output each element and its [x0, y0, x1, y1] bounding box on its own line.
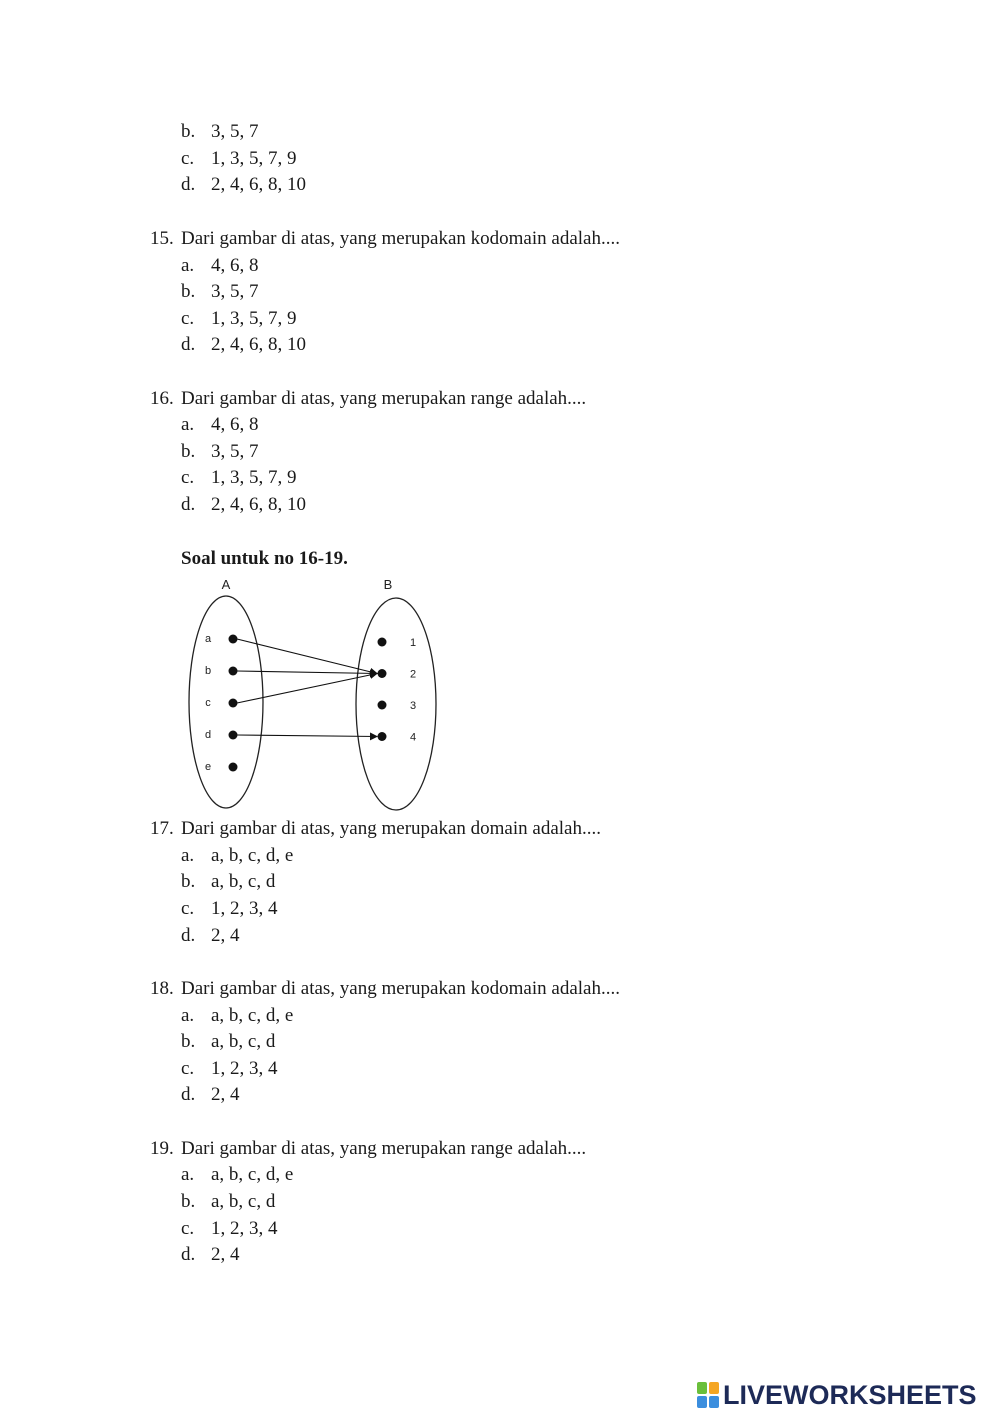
option-text: 1, 3, 5, 7, 9: [211, 308, 297, 329]
option-text: 3, 5, 7: [211, 281, 259, 302]
option-letter: c.: [181, 1058, 195, 1079]
question-text: Dari gambar di atas, yang merupakan domain adalah....: [181, 818, 601, 839]
option-letter: b.: [181, 441, 196, 462]
question-text: Dari gambar di atas, yang merupakan range adalah....: [181, 388, 587, 409]
set-b-element-dot: [378, 669, 387, 678]
option-letter: c.: [181, 898, 195, 919]
option-text: 1, 2, 3, 4: [211, 1058, 278, 1079]
option-letter: c.: [181, 308, 195, 329]
set-b-label: B: [383, 577, 393, 592]
set-a-element-dot: [229, 667, 238, 676]
set-b-elements: [378, 637, 417, 744]
option-text: a, b, c, d: [211, 871, 276, 892]
set-a-ellipse: [189, 596, 263, 808]
question-number: 17.: [150, 818, 174, 839]
option-letter: b.: [181, 871, 196, 892]
mapping-arrow-b-to-2: [237, 671, 377, 674]
option-text: a, b, c, d: [211, 1031, 276, 1052]
option-text: 3, 5, 7: [211, 121, 259, 142]
option-letter: d.: [181, 334, 196, 355]
option-text: 2, 4: [211, 1244, 240, 1265]
set-a-elements: [205, 633, 238, 773]
option-text: 4, 6, 8: [211, 414, 259, 435]
set-b-element-label: 2: [409, 668, 417, 681]
set-a-element-label: b: [204, 665, 212, 677]
set-a-element-label: d: [204, 729, 212, 741]
set-a-element-label: a: [204, 633, 212, 645]
set-b-element-dot: [378, 638, 387, 647]
option-text: a, b, c, d: [211, 1191, 276, 1212]
option-letter: d.: [181, 174, 196, 195]
set-b-element-label: 3: [409, 700, 417, 712]
option-letter: a.: [181, 1005, 195, 1026]
option-text: 1, 3, 5, 7, 9: [211, 467, 297, 488]
option-text: 3, 5, 7: [211, 441, 259, 462]
option-text: a, b, c, d, e: [211, 1005, 294, 1026]
option-letter: b.: [181, 281, 196, 302]
liveworksheets-logo-icon: [697, 1382, 719, 1408]
option-text: 2, 4, 6, 8, 10: [211, 174, 306, 195]
set-b-element-dot: [378, 732, 387, 741]
option-letter: b.: [181, 1031, 196, 1052]
question-number: 18.: [150, 978, 174, 999]
question-number: 16.: [150, 388, 174, 409]
liveworksheets-logo: [697, 1378, 977, 1412]
option-letter: b.: [181, 121, 196, 142]
set-a-element-dot: [229, 699, 238, 708]
option-text: 4, 6, 8: [211, 255, 259, 276]
option-letter: a.: [181, 1164, 195, 1185]
set-b-ellipse: [356, 598, 436, 810]
option-letter: b.: [181, 1191, 196, 1212]
option-text: 1, 2, 3, 4: [211, 1218, 278, 1239]
set-a-element-label: e: [204, 761, 212, 773]
option-letter: a.: [181, 414, 195, 435]
set-a-element-label: c: [205, 697, 211, 709]
set-a-element-dot: [229, 635, 238, 644]
option-letter: d.: [181, 925, 196, 946]
option-text: 2, 4, 6, 8, 10: [211, 494, 306, 515]
mapping-diagram: [170, 572, 450, 817]
question-text: Dari gambar di atas, yang merupakan kodomain adalah....: [181, 228, 620, 249]
option-letter: c.: [181, 467, 195, 488]
option-text: 2, 4, 6, 8, 10: [211, 334, 306, 355]
option-letter: d.: [181, 494, 196, 515]
option-text: a, b, c, d, e: [211, 1164, 294, 1185]
question-text: Dari gambar di atas, yang merupakan kodomain adalah....: [181, 978, 620, 999]
set-b-element-label: 4: [409, 731, 417, 744]
question-number: 19.: [150, 1138, 174, 1159]
option-letter: a.: [181, 255, 195, 276]
question-number: 15.: [150, 228, 174, 249]
mapping-arrow-d-to-4: [237, 735, 377, 737]
option-letter: a.: [181, 845, 195, 866]
option-text: 1, 3, 5, 7, 9: [211, 148, 297, 169]
option-letter: c.: [181, 148, 195, 169]
liveworksheets-logo-text: LIVEWORKSHEETS: [723, 1379, 977, 1410]
set-b-element-dot: [378, 701, 387, 710]
set-a-element-dot: [229, 763, 238, 772]
option-text: 1, 2, 3, 4: [211, 898, 278, 919]
set-b-element-label: 1: [409, 637, 417, 649]
section-heading: Soal untuk no 16-19.: [181, 548, 348, 569]
option-letter: d.: [181, 1084, 196, 1105]
option-letter: c.: [181, 1218, 195, 1239]
option-text: 2, 4: [211, 925, 240, 946]
option-letter: d.: [181, 1244, 196, 1265]
question-text: Dari gambar di atas, yang merupakan range adalah....: [181, 1138, 587, 1159]
mapping-arrow-a-to-2: [237, 639, 377, 674]
option-text: a, b, c, d, e: [211, 845, 294, 866]
set-a-element-dot: [229, 731, 238, 740]
set-a-label: A: [221, 577, 231, 592]
option-text: 2, 4: [211, 1084, 240, 1105]
